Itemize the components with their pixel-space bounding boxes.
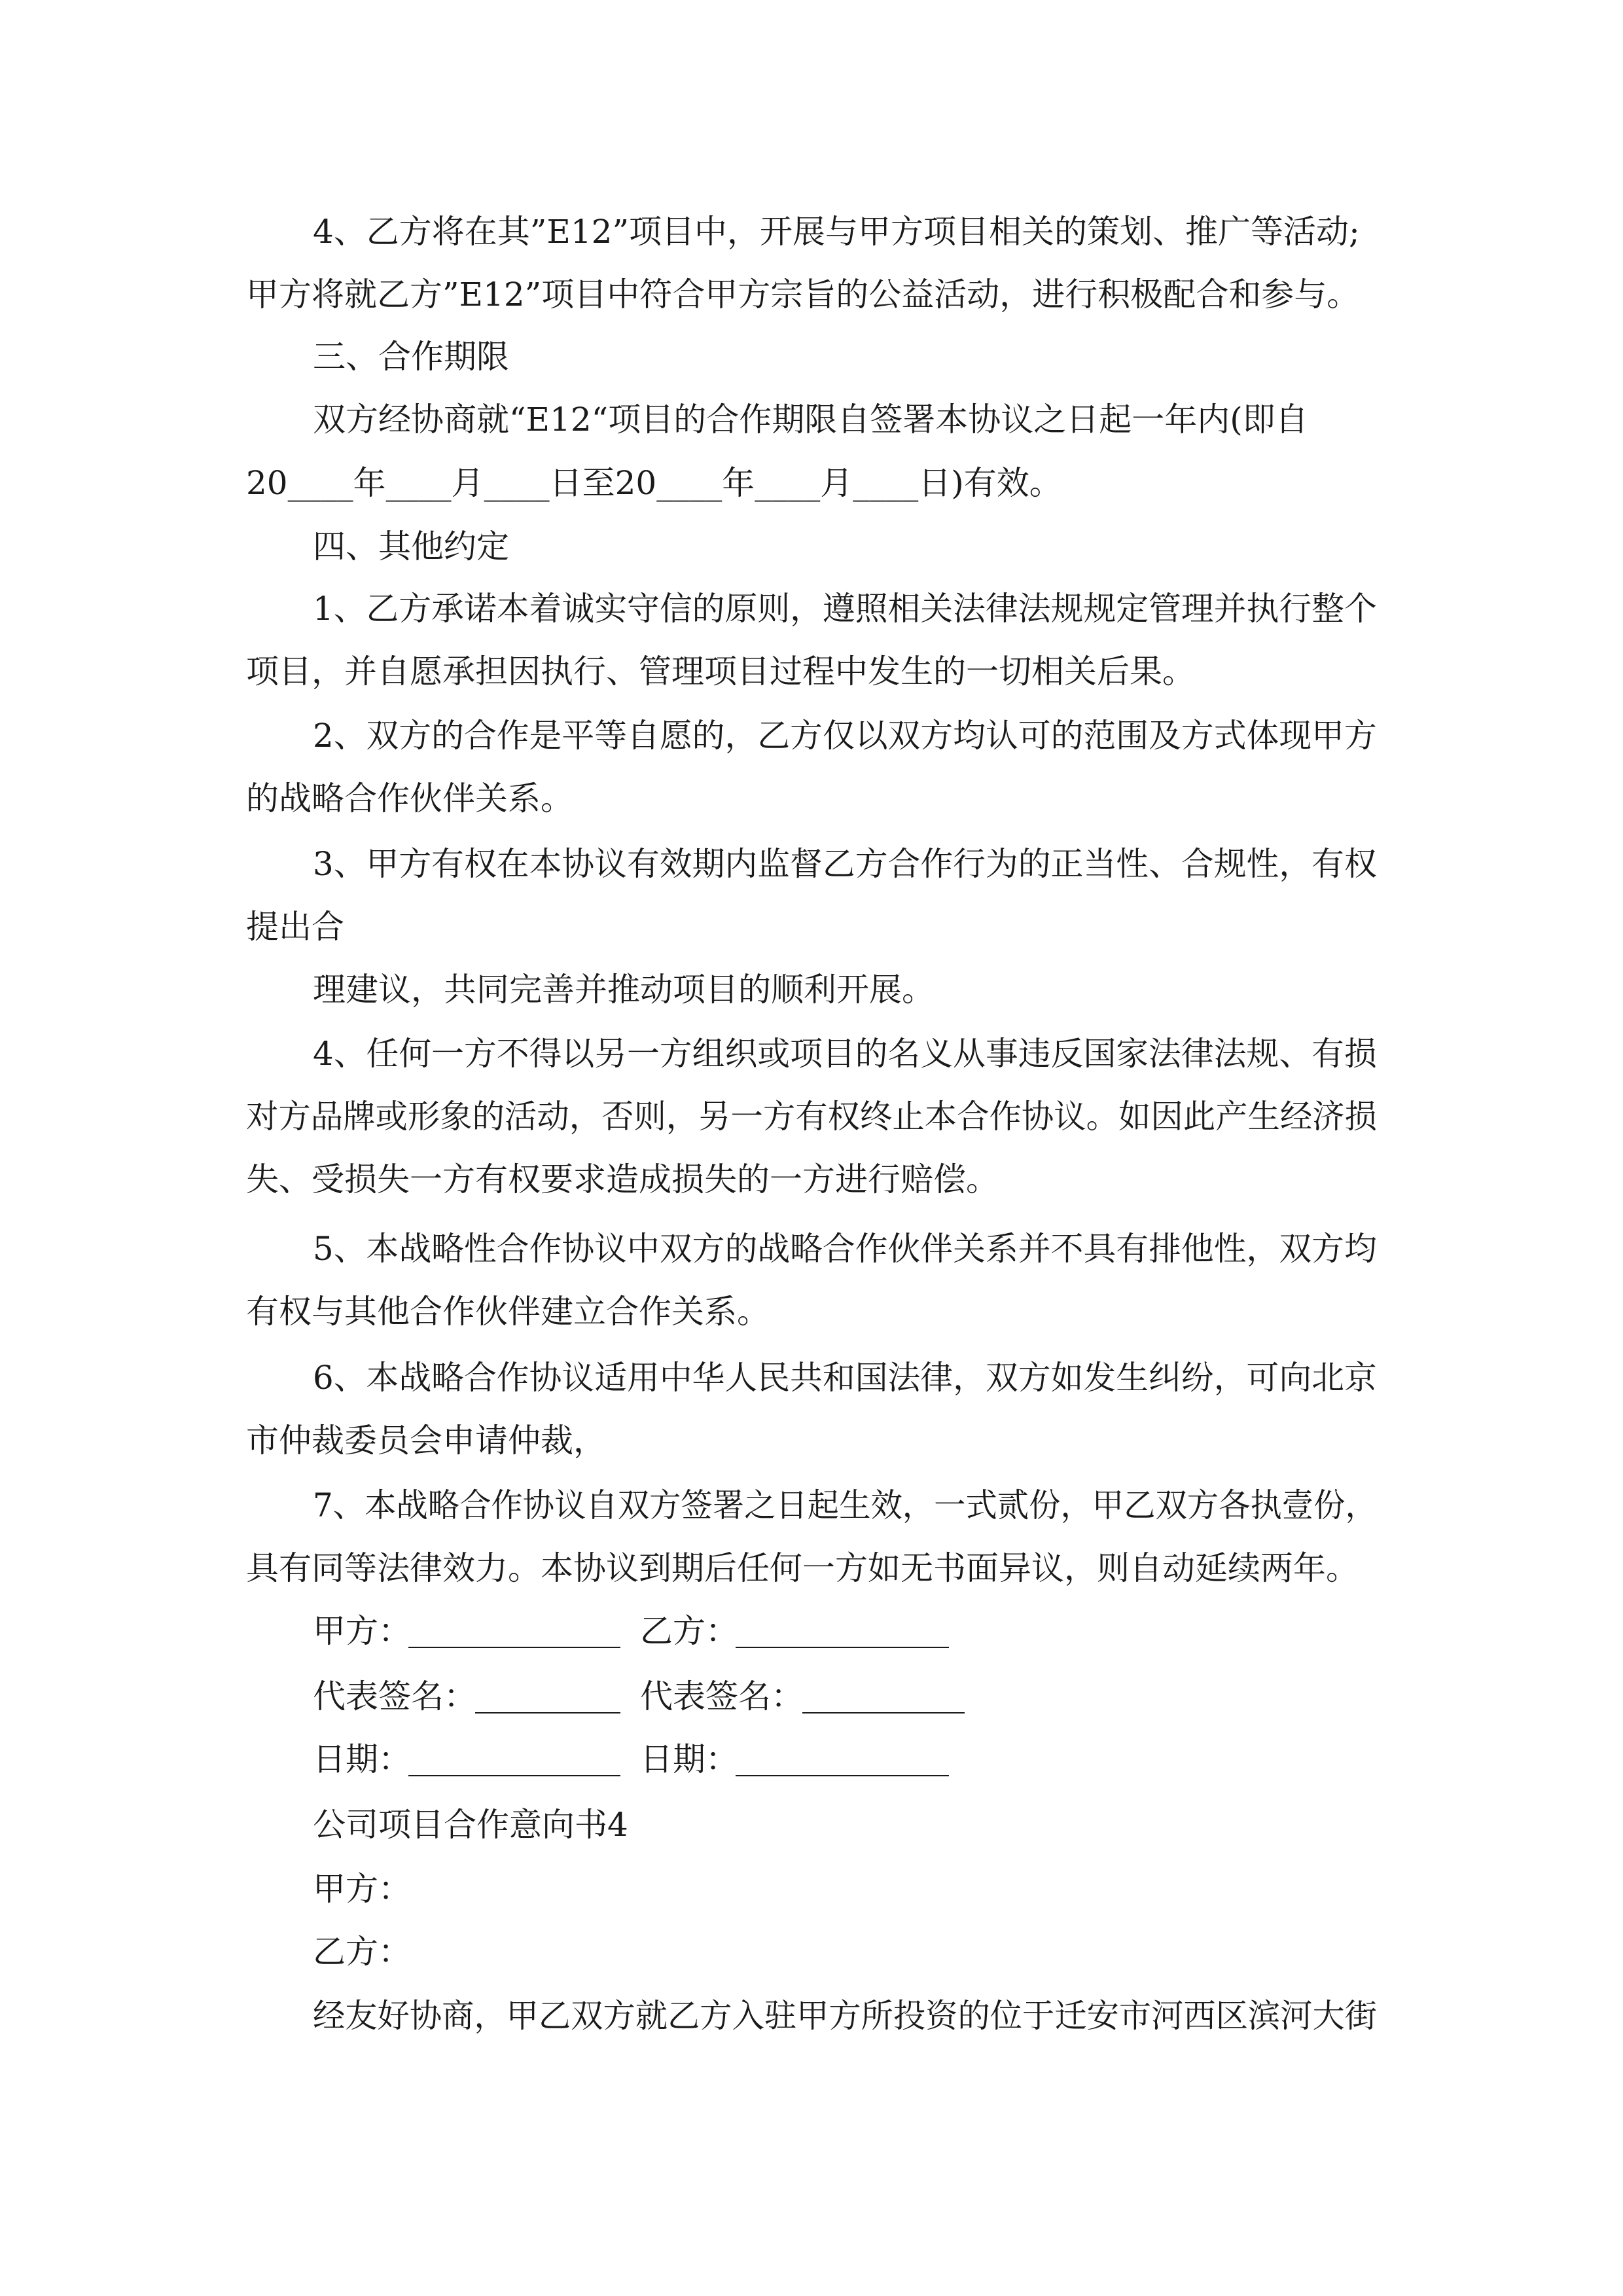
paragraph-line: 20____年____月____日至20____年____月____日)有效。 (246, 464, 1062, 502)
paragraph-line: 提出合 (246, 908, 344, 946)
paragraph-line: 7、本战略合作协议自双方签署之日起生效，一式贰份，甲乙双方各执壹份， (313, 1486, 1377, 1524)
rep-a-label: 代表签名： (313, 1677, 476, 1715)
section-heading: 三、合作期限 (313, 338, 509, 376)
paragraph-line: 双方经协商就“E12“项目的合作期限自签署本协议之日起一年内(即自 (313, 401, 1308, 439)
party-a-line: 甲方： (313, 1870, 411, 1908)
paragraph-line: 失、受损失一方有权要求造成损失的一方进行赔偿。 (246, 1160, 999, 1198)
paragraph-line: 甲方将就乙方”E12”项目中符合甲方宗旨的公益活动，进行积极配合和参与。 (246, 276, 1360, 314)
paragraph-line: 6、本战略合作协议适用中华人民共和国法律，双方如发生纠纷，可向北京 (313, 1359, 1377, 1397)
paragraph-line: 经友好协商，甲乙双方就乙方入驻甲方所投资的位于迁安市河西区滨河大街 (313, 1997, 1378, 2035)
rep-b-label: 代表签名： (640, 1677, 804, 1715)
paragraph-line: 4、乙方将在其”E12”项目中，开展与甲方项目相关的策划、推广等活动; (313, 213, 1360, 251)
paragraph-line: 3、甲方有权在本协议有效期内监督乙方合作行为的正当性、合规性，有权 (313, 845, 1377, 883)
paragraph-line: 有权与其他合作伙伴建立合作关系。 (246, 1293, 770, 1331)
paragraph-line: 2、双方的合作是平等自愿的，乙方仅以双方均认可的范围及方式体现甲方 (313, 717, 1377, 755)
date-b-blank[interactable] (736, 1775, 949, 1776)
rep-b-blank[interactable] (802, 1712, 965, 1713)
section-title: 公司项目合作意向书4 (313, 1806, 628, 1844)
paragraph-line: 理建议，共同完善并推动项目的顺利开展。 (313, 971, 935, 1009)
paragraph-line: 1、乙方承诺本着诚实守信的原则，遵照相关法律法规规定管理并执行整个 (313, 590, 1377, 628)
party-b-blank[interactable] (736, 1647, 949, 1648)
party-a-blank[interactable] (408, 1647, 620, 1648)
rep-a-blank[interactable] (475, 1712, 620, 1713)
date-b-label: 日期： (640, 1740, 738, 1778)
section-heading: 四、其他约定 (313, 528, 509, 565)
paragraph-line: 对方品牌或形象的活动，否则，另一方有权终止本合作协议。如因此产生经济损 (246, 1098, 1377, 1136)
party-b-label: 乙方： (640, 1612, 738, 1650)
party-b-line: 乙方： (313, 1933, 411, 1971)
paragraph-line: 市仲裁委员会申请仲裁， (246, 1422, 606, 1460)
paragraph-line: 项目，并自愿承担因执行、管理项目过程中发生的一切相关后果。 (246, 653, 1195, 691)
date-a-label: 日期： (313, 1740, 411, 1778)
paragraph-line: 5、本战略性合作协议中双方的战略合作伙伴关系并不具有排他性，双方均 (313, 1230, 1377, 1268)
date-a-blank[interactable] (408, 1775, 620, 1776)
paragraph-line: 具有同等法律效力。本协议到期后任何一方如无书面异议，则自动延续两年。 (246, 1549, 1359, 1587)
party-a-label: 甲方： (313, 1612, 411, 1650)
paragraph-line: 4、任何一方不得以另一方组织或项目的名义从事违反国家法律法规、有损 (313, 1035, 1377, 1073)
paragraph-line: 的战略合作伙伴关系。 (246, 780, 573, 817)
